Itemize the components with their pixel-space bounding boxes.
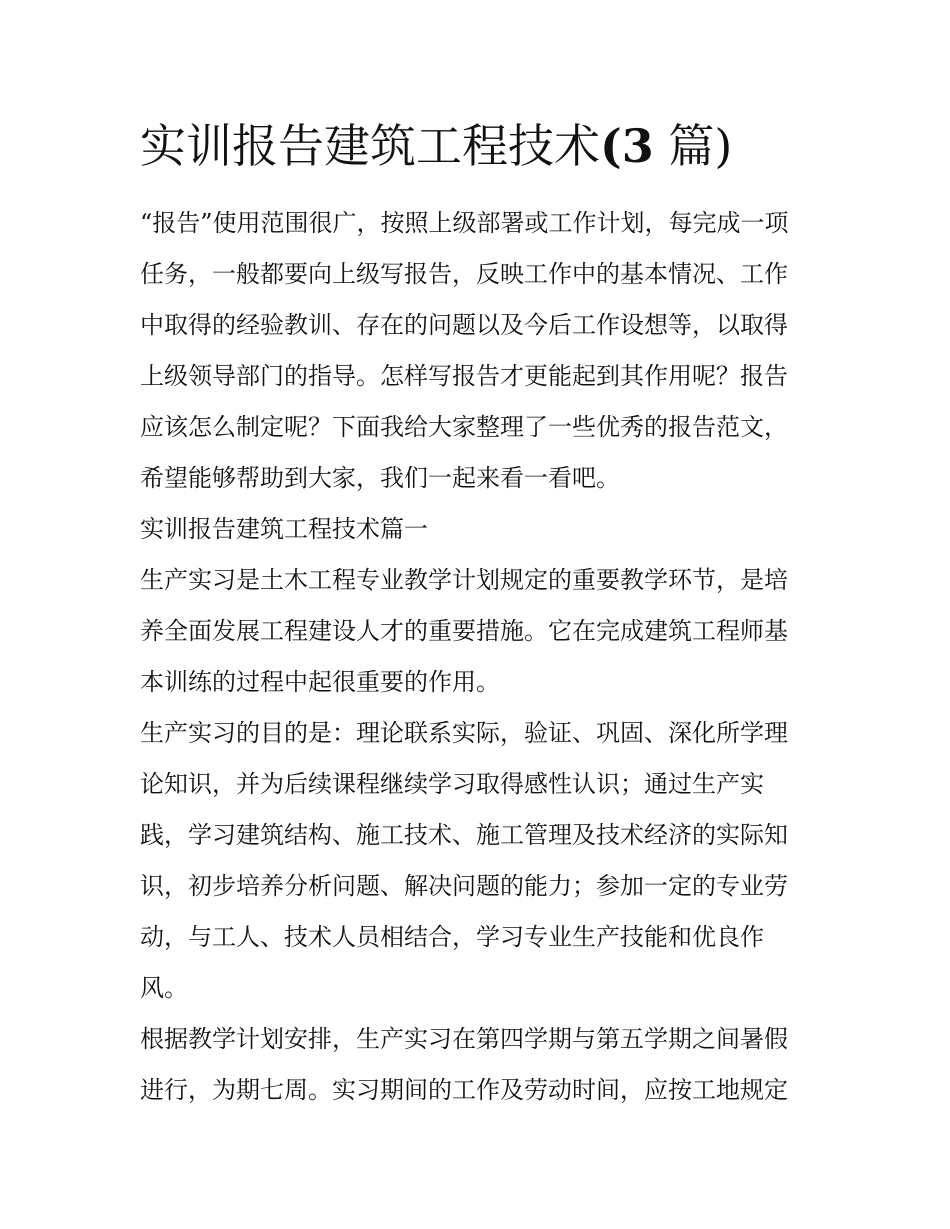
section-heading-text: 实训报告建筑工程技术篇一	[140, 515, 428, 543]
document-title	[140, 114, 820, 178]
section-heading	[140, 504, 816, 555]
text-line: 动，与工人、技术人员相结合，学习专业生产技能和优良作	[140, 923, 764, 951]
text-line: 根据教学计划安排，生产实习在第四学期与第五学期之间暑假	[140, 1025, 788, 1053]
text-line: 论知识，并为后续课程继续学习取得感性认识；通过生产实	[140, 770, 764, 798]
text-line: 本训练的过程中起很重要的作用。	[140, 668, 500, 696]
text-line: 生产实习是土木工程专业教学计划规定的重要教学环节，是培	[140, 566, 788, 594]
text-line: 进行，为期七周。实习期间的工作及劳动时间，应按工地规定	[140, 1076, 788, 1104]
title-unit: 篇)	[668, 119, 733, 173]
document-body	[140, 198, 816, 1116]
paragraph-1	[140, 555, 816, 708]
title-count: (3	[600, 119, 654, 173]
text-line: 中取得的经验教训、存在的问题以及今后工作设想等，以取得	[140, 311, 788, 339]
text-line: 应该怎么制定呢？下面我给大家整理了一些优秀的报告范文，	[140, 413, 788, 441]
paragraph-2	[140, 708, 816, 1014]
text-line: “报告”使用范围很广，按照上级部署或工作计划，每完成一项	[140, 209, 789, 237]
paragraph-3	[140, 1014, 816, 1116]
text-line: 风。	[140, 974, 188, 1002]
intro-paragraph	[140, 198, 816, 504]
text-line: 识，初步培养分析问题、解决问题的能力；参加一定的专业劳	[140, 872, 788, 900]
title-main-text: 实训报告建筑工程技术	[140, 119, 600, 173]
text-line: 养全面发展工程建设人才的重要措施。它在完成建筑工程师基	[140, 617, 788, 645]
text-line: 践，学习建筑结构、施工技术、施工管理及技术经济的实际知	[140, 821, 788, 849]
text-line: 生产实习的目的是：理论联系实际，验证、巩固、深化所学理	[140, 719, 788, 747]
text-line: 上级领导部门的指导。怎样写报告才更能起到其作用呢？报告	[140, 362, 788, 390]
text-line: 任务，一般都要向上级写报告，反映工作中的基本情况、工作	[140, 260, 788, 288]
text-line: 希望能够帮助到大家，我们一起来看一看吧。	[140, 464, 620, 492]
